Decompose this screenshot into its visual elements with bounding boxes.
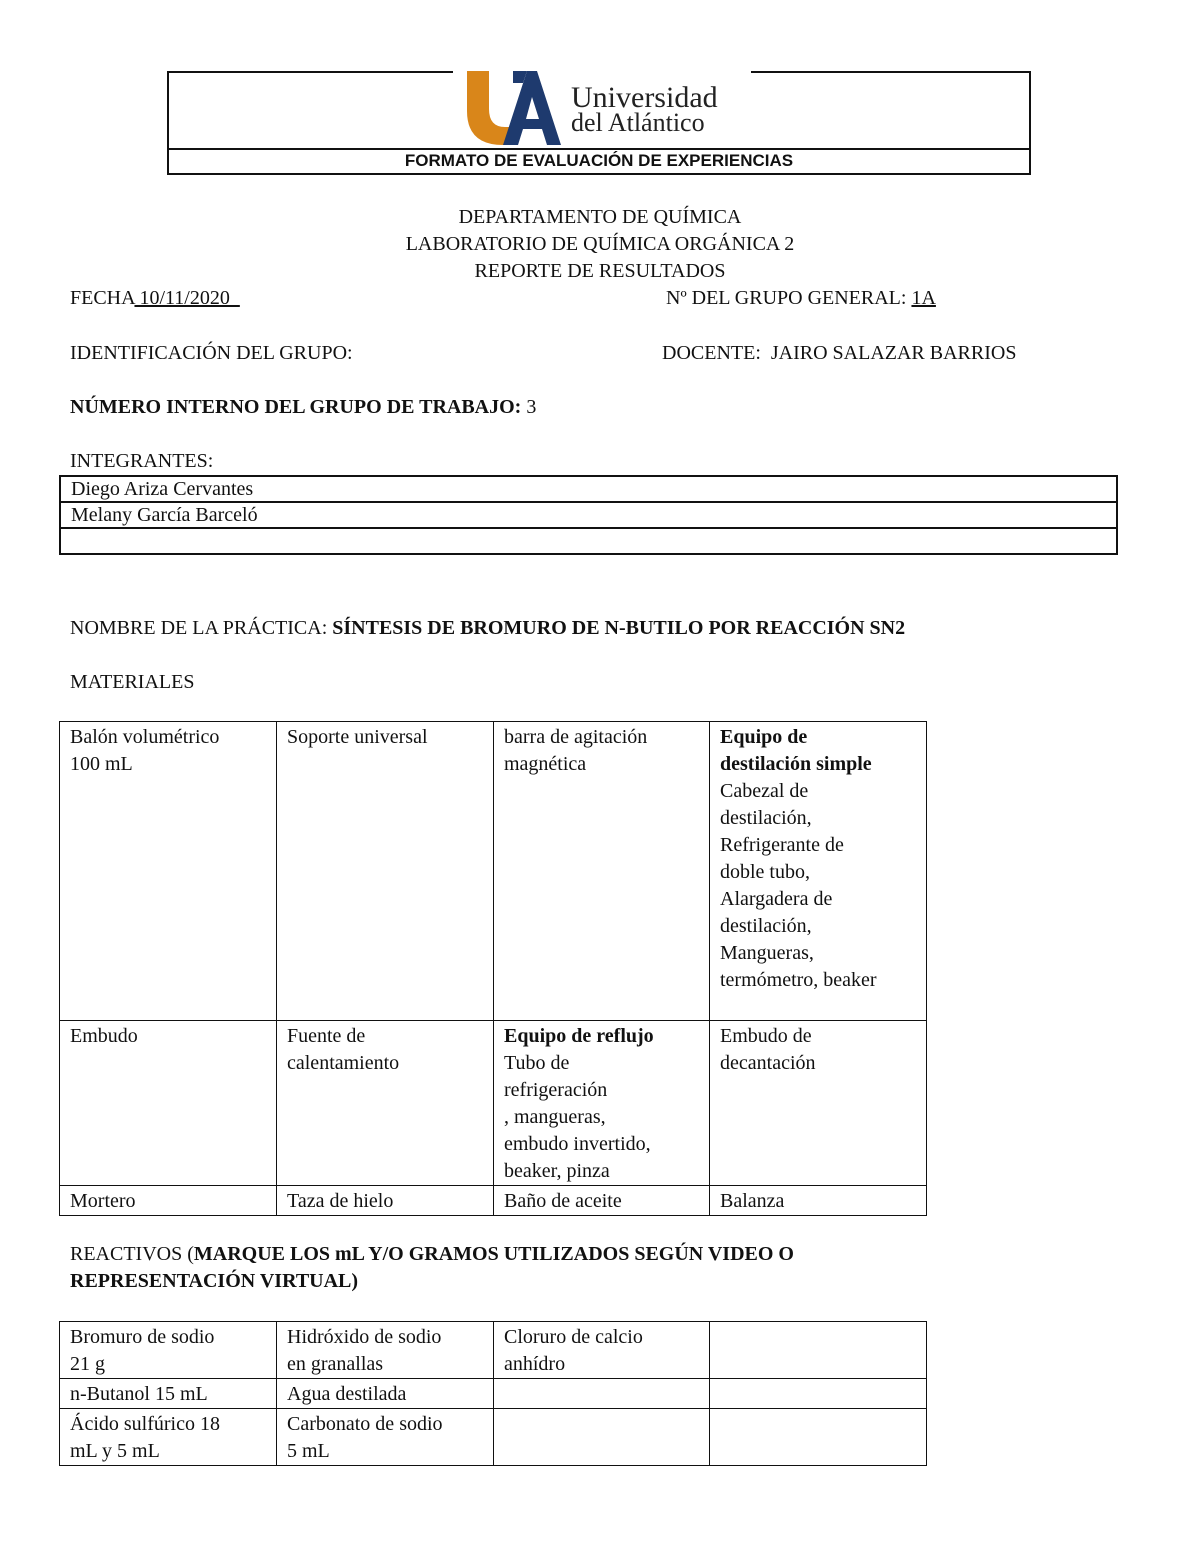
table-row <box>60 1322 927 1379</box>
table-row <box>60 476 1117 502</box>
table-row <box>60 528 1117 554</box>
table-row <box>60 502 1117 528</box>
fecha-value: 10/11/2020 <box>134 287 240 309</box>
fecha-label: FECHA <box>70 287 135 309</box>
table-cell: Equipo de destilación simple Cabezal de destilación, Refrigerante de doble tubo, Alargadera de destilación, Mangueras, termómetro, beaker <box>710 722 927 1021</box>
grupo-general-field <box>666 285 936 312</box>
table-row <box>60 1409 927 1466</box>
grupo-label: Nº DEL GRUPO GENERAL: <box>666 287 912 309</box>
docente-label: DOCENTE: JAIRO SALAZAR BARRIOS <box>662 342 1017 364</box>
reagents-label-bold: MARQUE LOS mL Y/O GRAMOS UTILIZADOS SEGÚN VIDEO O <box>193 1243 794 1265</box>
lab-title: LABORATORIO DE QUÍMICA ORGÁNICA 2 <box>405 233 795 255</box>
table-cell: Mortero <box>60 1186 277 1216</box>
practice-field <box>70 615 905 642</box>
table-cell <box>710 1322 927 1379</box>
table-cell: Equipo de reflujo Tubo de refrigeración , mangueras, embudo invertido, beaker, pinza <box>494 1021 710 1186</box>
materials-table <box>59 721 927 1216</box>
reagents-label-line1 <box>70 1241 794 1268</box>
table-cell <box>710 1379 927 1409</box>
table-cell: Agua destilada <box>277 1379 494 1409</box>
department-title: DEPARTAMENTO DE QUÍMICA <box>458 206 742 228</box>
table-cell <box>494 1379 710 1409</box>
table-cell: Carbonato de sodio 5 mL <box>277 1409 494 1466</box>
table-cell: Fuente de calentamiento <box>277 1021 494 1186</box>
university-logo <box>463 69 753 147</box>
member-cell: Melany García Barceló <box>60 502 1117 528</box>
practice-name: SÍNTESIS DE BROMURO DE N-BUTILO POR REACCIÓN SN2 <box>332 617 906 639</box>
identificacion-label: IDENTIFICACIÓN DEL GRUPO: <box>70 342 353 364</box>
table-cell: Balanza <box>710 1186 927 1216</box>
table-cell: barra de agitación magnética <box>494 722 710 1021</box>
numero-interno-value: 3 <box>521 396 537 418</box>
table-cell: Bromuro de sodio 21 g <box>60 1322 277 1379</box>
report-title: REPORTE DE RESULTADOS <box>474 260 726 282</box>
table-row <box>60 722 927 1021</box>
reagents-table <box>59 1321 927 1466</box>
table-cell: Cloruro de calcio anhídro <box>494 1322 710 1379</box>
member-cell: Diego Ariza Cervantes <box>60 476 1117 502</box>
table-cell: Hidróxido de sodio en granallas <box>277 1322 494 1379</box>
members-table <box>59 475 1118 555</box>
logo-line2: del Atlántico <box>571 108 705 137</box>
member-cell <box>60 528 1117 554</box>
table-row <box>60 1021 927 1186</box>
header-box <box>167 71 1031 175</box>
table-cell: Soporte universal <box>277 722 494 1021</box>
practice-label: NOMBRE DE LA PRÁCTICA: <box>70 617 333 639</box>
numero-interno-field <box>70 394 536 421</box>
format-title: FORMATO DE EVALUACIÓN DE EXPERIENCIAS <box>404 151 794 170</box>
integrantes-label: INTEGRANTES: <box>70 450 214 472</box>
table-cell: Taza de hielo <box>277 1186 494 1216</box>
reagents-label-line2: REPRESENTACIÓN VIRTUAL) <box>70 1270 359 1292</box>
logo-line1: Universidad <box>571 81 718 114</box>
table-row <box>60 1186 927 1216</box>
table-cell: Embudo <box>60 1021 277 1186</box>
grupo-value: 1A <box>911 287 936 309</box>
fecha-field <box>70 285 240 312</box>
table-cell: Baño de aceite <box>494 1186 710 1216</box>
table-cell: n-Butanol 15 mL <box>60 1379 277 1409</box>
table-cell: Ácido sulfúrico 18 mL y 5 mL <box>60 1409 277 1466</box>
table-cell: Balón volumétrico 100 mL <box>60 722 277 1021</box>
table-cell <box>710 1409 927 1466</box>
header-divider <box>169 148 1029 150</box>
table-cell: Embudo de decantación <box>710 1021 927 1186</box>
table-row <box>60 1379 927 1409</box>
reagents-label-plain: REACTIVOS ( <box>70 1243 194 1265</box>
numero-interno-label: NÚMERO INTERNO DEL GRUPO DE TRABAJO: <box>70 396 522 418</box>
materials-label: MATERIALES <box>70 671 195 693</box>
table-cell <box>494 1409 710 1466</box>
